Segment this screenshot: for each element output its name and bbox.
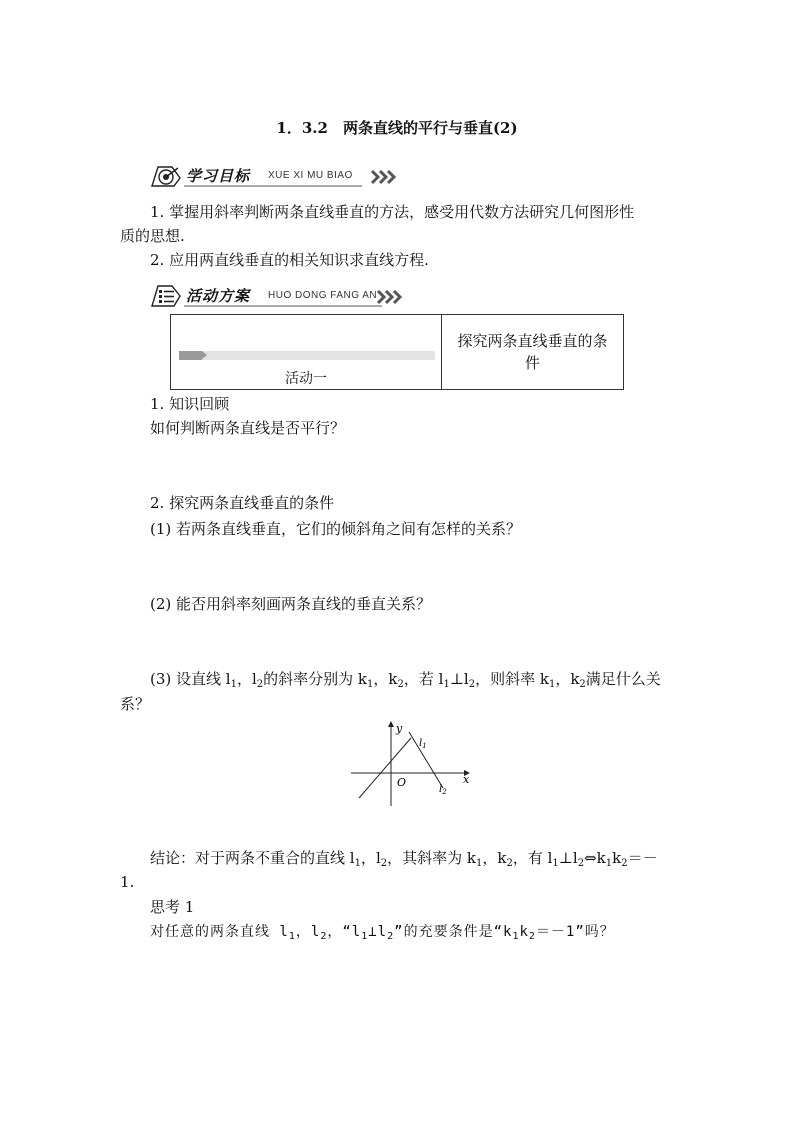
section1-heading: 1. 知识回顾 (150, 395, 230, 413)
think-heading: 思考 1 (150, 898, 195, 916)
plan-banner (150, 284, 410, 308)
line-l1 (359, 738, 411, 798)
section2-heading: 2. 探究两条直线垂直的条件 (150, 494, 335, 512)
goals-heading: 学习目标 (186, 167, 251, 185)
origin-label: O (397, 776, 407, 789)
activity-progress-fill (179, 351, 202, 360)
activity-title-line1: 探究两条直线垂直的条 (457, 332, 608, 350)
goals-pinyin: XUE XI MU BIAO (268, 170, 353, 181)
line-l2 (409, 732, 443, 788)
perpendicular-lines-figure (345, 718, 475, 810)
plan-pinyin: HUO DONG FANG AN (268, 290, 378, 301)
y-axis-label: y (396, 722, 403, 735)
x-axis-label: x (463, 773, 470, 786)
l2-label: $l_2$ (439, 784, 447, 796)
section1-question: 如何判断两条直线是否平行？ (150, 419, 346, 437)
activity-name: 活动一 (285, 371, 327, 387)
question-3-line2: 系？ (120, 695, 151, 713)
goal-item-2: 2. 应用两直线垂直的相关知识求直线方程. (150, 251, 429, 269)
conclusion-line2: 1. (120, 873, 135, 891)
progress-arrow-icon (202, 351, 207, 359)
goals-banner (150, 164, 410, 188)
page-title: 1．3.2 两条直线的平行与垂直(2) (276, 119, 518, 137)
question-3-line1: (3) 设直线 $l_1$，$l_2$的斜率分别为 $k_1$，$k_2$，若 $l_1\perp l_2$，则斜率 $k_1$，$k_2$满足什么关 (150, 670, 661, 690)
activity-title-cell (442, 315, 624, 390)
question-1: (1) 若两条直线垂直，它们的倾斜角之间有怎样的关系？ (150, 520, 522, 538)
activity-cell (171, 315, 442, 390)
activity-table (170, 314, 624, 390)
plan-heading: 活动方案 (186, 287, 251, 305)
goal-item-1-line2: 质的思想. (120, 227, 185, 245)
goal-item-1-line1: 1. 掌握用斜率判断两条直线垂直的方法，感受用代数方法研究几何图形性 (150, 203, 635, 221)
activity-title-line2: 件 (524, 354, 540, 372)
conclusion-line1: 结论：对于两条不重合的直线 $l_1$，$l_2$，其斜率为 $k_1$，$k_2$，有 $l_1\perp l_2\Leftrightarrow k_1k_2=-$ (150, 849, 658, 869)
think-question: 对任意的两条直线 $l_1$，$l_2$，“$l_1\perp l_2$”的充要条件是“$k_1k_2=-1$”吗？ (150, 924, 615, 942)
question-2: (2) 能否用斜率刻画两条直线的垂直关系？ (150, 595, 432, 613)
l1-label: $l_1$ (419, 738, 427, 750)
activity-progress-bar (179, 351, 435, 360)
